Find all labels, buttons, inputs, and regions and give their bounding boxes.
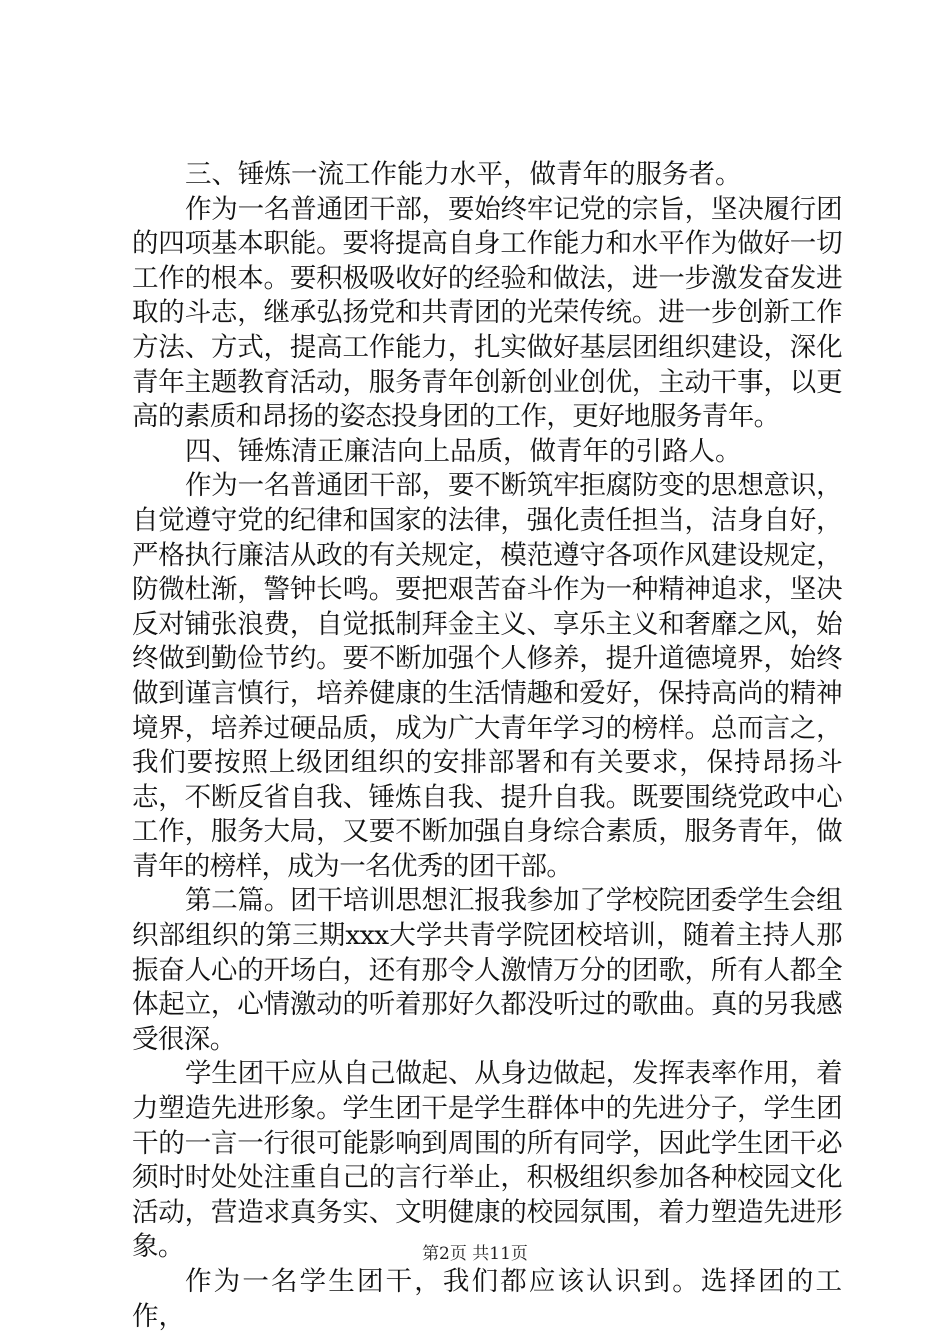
paragraph-student-cadre: 学生团干应从自己做起、从身边做起，发挥表率作用，着力塑造先进形象。学生团干是学生群体中的先进分子，学生团干的一言一行很可能影响到周围的所有同学，因此学生团干必须时时处处注重自己的言行举止，积极组织参加各种校园文化活动，营造求真务实、文明健康的校园氛围，着力塑造先进形象。 — [132, 1058, 842, 1263]
paragraph-service: 作为一名普通团干部，要始终牢记党的宗旨，坚决履行团的四项基本职能。要将提高自身工作能力和水平作为做好一切工作的根本。要积极吸收好的经验和做法，进一步激发奋发进取的斗志，继承弘扬党和共青团的光荣传统。进一步创新工作方法、方式，提高工作能力，扎实做好基层团组织建设，深化青年主题教育活动，服务青年创新创业创优，主动干事，以更高的素质和昂扬的姿态投身团的工作，更好地服务青年。 — [132, 193, 842, 433]
paragraph-second-article: 第二篇。团干培训思想汇报我参加了学校院团委学生会组织部组织的第三期xxx大学共青学院团校培训，随着主持人那振奋人心的开场白，还有那令人激情万分的团歌，所有人都全体起立，心情激动的听着那好久都没听过的歌曲。真的另我感受很深。 — [132, 885, 842, 1055]
paragraph-integrity: 作为一名普通团干部，要不断筑牢拒腐防变的思想意识，自觉遵守党的纪律和国家的法律，强化责任担当，洁身自好，严格执行廉洁从政的有关规定，模范遵守各项作风建设规定，防微杜渐，警钟长鸣。要把艰苦奋斗作为一种精神追求，坚决反对铺张浪费，自觉抵制拜金主义、享乐主义和奢靡之风，始终做到勤俭节约。要不断加强个人修养，提升道德境界，始终做到谨言慎行，培养健康的生活情趣和爱好，保持高尚的精神境界，培养过硬品质，成为广大青年学习的榜样。总而言之，我们要按照上级团组织的安排部署和有关要求，保持昂扬斗志，不断反省自我、锤炼自我、提升自我。既要围绕党政中心工作，服务大局，又要不断加强自身综合素质，服务青年，做青年的榜样，成为一名优秀的团干部。 — [132, 470, 842, 882]
paragraph-closing: 作为一名学生团干，我们都应该认识到。选择团的工作， — [132, 1266, 842, 1332]
section-heading-three: 三、锤炼一流工作能力水平，做青年的服务者。 — [185, 159, 742, 190]
page-number-footer: 第2页 共11页 — [422, 1244, 528, 1264]
section-heading-four: 四、锤炼清正廉洁向上品质，做青年的引路人。 — [185, 435, 742, 467]
document-body — [132, 158, 842, 1334]
